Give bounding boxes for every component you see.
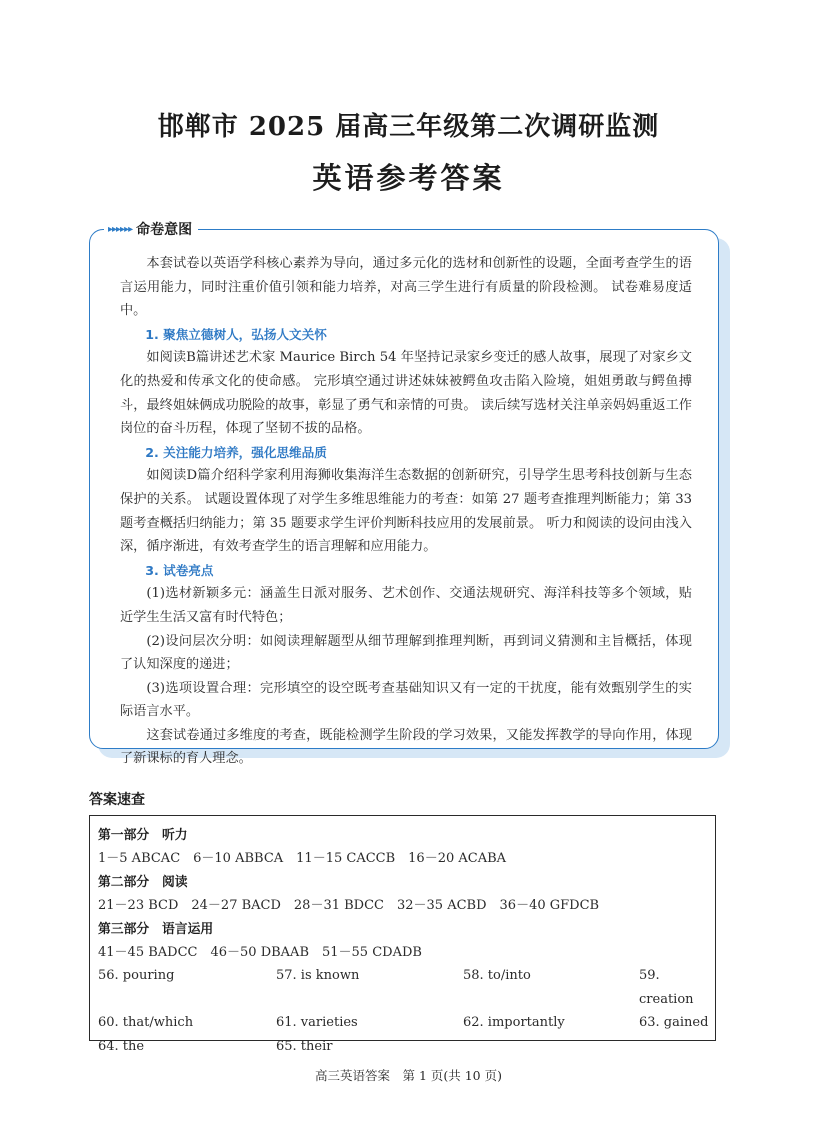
section-3-item-1: (1)选材新颖多元：涵盖生日派对服务、艺术创作、交通法规研究、海洋科技等多个领域，贴近学生生活又富有时代特色；	[120, 586, 692, 625]
page-title: 邯郸市 2025 届高三年级第二次调研监测	[157, 112, 660, 142]
intent-label: 命卷意图	[136, 222, 193, 238]
section-1-title: 1. 聚焦立德树人，弘扬人文关怀	[145, 326, 327, 342]
word-answers-row-2	[98, 1011, 710, 1034]
intent-tag	[104, 218, 198, 240]
part-3-title: 第三部分 语言运用	[98, 921, 214, 937]
part-3-answers: 41－45 BADCC 46－50 DBAAB 51－55 CDADB	[98, 945, 422, 961]
part-2-answers: 21－23 BCD 24－27 BACD 28－31 BDCC 32－35 ACBD 36－40 GFDCB	[98, 898, 600, 914]
word-answer: 58. to/into	[463, 968, 531, 984]
part-1-answers: 1－5 ABCAC 6－10 ABBCA 11－15 CACCB 16－20 ACABA	[98, 851, 507, 867]
part-1-title: 第一部分 听力	[98, 828, 188, 843]
intent-intro: 本套试卷以英语学科核心素养为导向，通过多元化的选材和创新性的设题，全面考查学生的语言运用能力，同时注重价值引领和能力培养，对高三学生进行有质量的阶段检测。 试卷难易度适中。	[120, 256, 692, 319]
word-answer: 57. is known	[276, 968, 360, 984]
part-2-title: 第二部分 阅读	[98, 874, 188, 890]
intent-conclusion: 这套试卷通过多维度的考查，既能检测学生阶段的学习效果，又能发挥教学的导向作用，体现了新课标的育人理念。	[120, 727, 692, 767]
word-answer: 64. the	[98, 1038, 145, 1054]
section-3-item-2: (2)设问层次分明：如阅读理解题型从细节理解到推理判断，再到词义猜测和主旨概括，体现了认知深度的递进；	[120, 633, 692, 673]
section-3-item-3: (3)选项设置合理：完形填空的设空既考查基础知识又有一定的干扰度，能有效甄别学生的实际语言水平。	[120, 680, 692, 720]
word-answers-row-3	[98, 1035, 710, 1058]
answer-heading: 答案速查	[89, 792, 145, 808]
intent-body	[120, 252, 692, 771]
section-1-text: 如阅读B篇讲述艺术家 Maurice Birch 54 年坚持记录家乡变迁的感人故事，展现了对家乡文化的热爱和传承文化的使命感。 完形填空通过讲述妹妹被鳄鱼攻击陷入险境，姐姐勇敢与鳄鱼搏斗，最终姐妹俩成功脱险的故事，彰显了勇气和亲情的可贵。 读后续写选材关注单亲妈妈重返工作岗位的奋斗历程，体现了坚韧不拔的品格。	[120, 350, 692, 437]
answer-list	[98, 824, 710, 1058]
word-answer: 63. gained	[639, 1015, 709, 1031]
word-answer: 65. their	[276, 1038, 333, 1054]
section-2-title: 2. 关注能力培养，强化思维品质	[145, 444, 327, 460]
page-subtitle: 英语参考答案	[312, 161, 505, 195]
word-answer: 62. importantly	[463, 1015, 565, 1031]
word-answers-row-1	[98, 964, 710, 1011]
word-answer: 60. that/which	[98, 1015, 194, 1031]
section-2-text: 如阅读D篇介绍科学家利用海狮收集海洋生态数据的创新研究，引导学生思考科技创新与生态保护的关系。 试题设置体现了对学生多维思维能力的考查：如第 27 题考查推理判断能力；第 33 题考查概括归纳能力；第 35 题要求学生评价判断科技应用的发展前景。 听力和阅读的设问由浅入深，循序渐进，有效考查学生的语言理解和应用能力。	[120, 468, 692, 555]
section-3-title: 3. 试卷亮点	[145, 562, 214, 578]
word-answer: 56. pouring	[98, 968, 175, 984]
word-answer: 59. creation	[639, 968, 694, 1007]
page-footer: 高三英语答案 第 1 页(共 10 页)	[314, 1068, 502, 1083]
word-answer: 61. varieties	[276, 1015, 358, 1031]
arrow-icon: ▸▸▸▸▸▸	[108, 223, 133, 235]
